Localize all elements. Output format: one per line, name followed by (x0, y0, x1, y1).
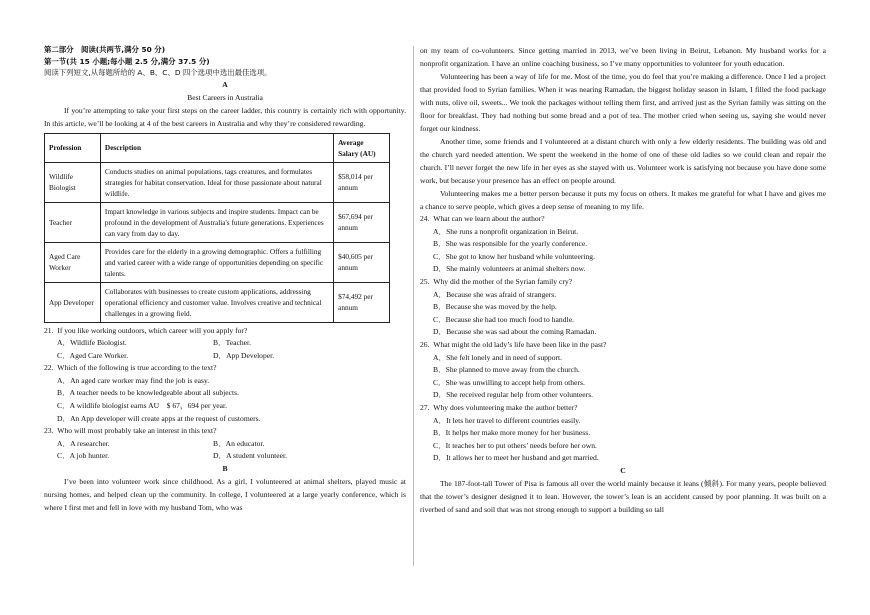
answer-option: A．A researcher. (57, 438, 110, 448)
answer-option: D．App Developer. (213, 350, 275, 360)
answer-option: D．A student volunteer. (213, 451, 288, 461)
answer-option: D．She mainly volunteers at animal shelters now. (433, 264, 586, 274)
description-cell: Conducts studies on animal populations, tags creatures, and formulates strategies for habitat conservation. Ideal for those passionate about natural wildlife. (100, 162, 333, 202)
passage-c-paragraph-1: The 187-foot-tall Tower of Pisa is famous all over the world mainly because it leans (倾斜). For many years, people believed that the tower’s designer designed it to lean. However, the tower’s lean is an accident caused by poor planning. It was built on a riverbed of sand and soil that was not strong enough to support a building so tall (420, 478, 826, 514)
answer-option: D．She received regular help from other volunteers. (433, 390, 594, 400)
question-number: 25. (420, 276, 430, 286)
table-header-row (45, 133, 390, 162)
question-number: 26. (420, 339, 430, 349)
instruction: 阅读下列短文,从每题所给的 A、B、C、D 四个选项中选出最佳选项。 (44, 68, 272, 77)
answer-option: A．She runs a nonprofit organization in Beirut. (433, 226, 579, 236)
question-text: Why does volunteering make the author better? (433, 402, 578, 412)
part-heading: 第二部分 阅读(共两节,满分 50 分) (44, 45, 166, 54)
option-row (44, 438, 406, 451)
description-cell: Collaborates with businesses to create custom applications, addressing operational efficiency and customer value. Involves creative and technical challenges in a growing field. (100, 282, 333, 322)
careers-table (44, 133, 390, 323)
table-row (45, 202, 390, 242)
answer-option: A．An aged care worker may find the job is easy. (57, 375, 210, 385)
option-row (44, 350, 406, 363)
passage-b-paragraph-3: Another time, some friends and I volunteered at a distant church with only a few elderly residents. The building was old and the church yard needed attention. We spent the weekend in the home of one of these old ladies so we could clean and repair the church. I’ll never forget the new life in her eyes as she stayed with us. Volunteer work is satisfying not because you have done some work, but because your presence has an effect on people around. (420, 137, 826, 185)
header-salary: Average Salary (AU) (334, 133, 390, 162)
passage-c-letter: C (620, 465, 626, 475)
left-column (44, 44, 406, 514)
answer-option: C．Aged Care Worker. (57, 350, 129, 360)
salary-cell: $67,694 per annum (334, 202, 390, 242)
answer-option: C．She was unwilling to accept help from others. (433, 377, 585, 387)
passage-a-letter: A (222, 79, 228, 89)
answer-option: B．A teacher needs to be knowledgeable about all subjects. (57, 388, 239, 398)
question-number: 22. (44, 363, 54, 373)
answer-option: D．Because she was sad about the coming Ramadan. (433, 327, 597, 337)
right-column (420, 44, 826, 516)
passage-b-paragraph-4: Volunteering makes me a better person because it puts my focus on others. It makes me grateful for what I have and gives me a chance to serve people, which gives a deep sense of meaning to my life. (420, 189, 826, 211)
question-number: 27. (420, 402, 430, 412)
question-stem (44, 325, 406, 338)
answer-option: D．It allows her to meet her husband and get married. (433, 453, 599, 463)
passage-a-intro: If you’re attempting to take your first steps on the career ladder, this country is certainly rich with opportunity. In this article, we’ll be looking at 4 of the best careers in Australia and why they’re considered rewarding. (44, 105, 406, 128)
answer-option: C．Because she had too much food to handle. (433, 314, 574, 324)
question-text: Why did the mother of the Syrian family cry? (433, 276, 573, 286)
answer-option: C．It teaches her to put others’ needs before her own. (433, 440, 597, 450)
question-stem (420, 339, 826, 352)
question-text: If you like working outdoors, which career will you apply for? (57, 325, 248, 335)
profession-cell: App Developer (45, 282, 101, 322)
answer-option: A．Wildlife Biologist. (57, 338, 127, 348)
answer-option: A．Because she was afraid of strangers. (433, 289, 557, 299)
salary-cell: $58,014 per annum (334, 162, 390, 202)
option-row (44, 450, 406, 463)
salary-cell: $40,605 per annum (334, 242, 390, 282)
section-heading: 第一节(共 15 小题;每小题 2.5 分,满分 37.5 分) (44, 56, 210, 66)
passage-b-paragraph-1-continued: on my team of co-volunteers. Since getting married in 2013, we’ve been living in Beirut, Lebanon. My husband works for a nonprofit organization. I have an online coaching business, so I’ve many opportunities to volunteer for youth education. (420, 46, 826, 68)
description-cell: Provides care for the elderly in a growing demographic. Offers a fulfilling and varied career with a wide range of opportunities depending on specific talents. (100, 242, 333, 282)
question-stem (44, 362, 406, 375)
answer-option: C．She got to know her husband while volunteering. (433, 251, 595, 261)
question-text: Who will most probably take an interest in this text? (57, 426, 217, 436)
profession-cell: Teacher (45, 202, 101, 242)
answer-option: B．An educator. (213, 438, 265, 448)
question-text: Which of the following is true according to the text? (57, 363, 217, 373)
question-stem (420, 402, 826, 415)
passage-b-questions (420, 213, 826, 465)
table-row (45, 282, 390, 322)
passage-b-paragraph-2: Volunteering has been a way of life for me. Most of the time, you do feel that you’re making a difference. Once I led a project that provided food to Syrian families. When it was nearing Ramadan, the biggest holiday season in Islam, I filled the food package with nuts, olive oil, sweets... We took the packages without telling them first, and arrived just as the Syrian family was sitting on the floor for breakfast. They had nothing but some bread and a pot of tea. The mother cried when seeing us, saying she would never forget our kindness. (420, 72, 826, 133)
answer-option: A．She felt lonely and in need of support. (433, 352, 563, 362)
answer-option: C．A job hunter. (57, 451, 110, 461)
header-description: Description (100, 133, 333, 162)
option-row (44, 337, 406, 350)
description-cell: Impart knowledge in various subjects and inspire students. Impact can be profound in the development of Australia's future generations. Experiences can vary from day to day. (100, 202, 333, 242)
question-number: 23. (44, 426, 54, 436)
header-profession: Profession (45, 133, 101, 162)
answer-option: A．It lets her travel to different countries easily. (433, 415, 581, 425)
answer-option: B．Because she was moved by the help. (433, 302, 557, 312)
passage-a-title: Best Careers in Australia (187, 92, 263, 102)
answer-option: D．An App developer will create apps at the request of customers. (57, 413, 261, 423)
answer-option: B．She planned to move away from the church. (433, 365, 580, 375)
salary-cell: $74,492 per annum (334, 282, 390, 322)
table-row (45, 162, 390, 202)
passage-b-paragraph-1: I’ve been into volunteer work since childhood. As a girl, I volunteered at animal shelters, played music at nursing homes, and helped clean up the community. In college, I volunteered at a large yearly conference, which is where I first met and fell in love with my husband Tom, who was (44, 477, 406, 513)
answer-option: B．She was responsible for the yearly conference. (433, 239, 588, 249)
answer-option: C．A wildlife biologist earns AU $ 67，694 per year. (57, 401, 227, 411)
answer-option: B．Teacher. (213, 338, 252, 348)
question-stem (420, 213, 826, 226)
profession-cell: Wildlife Biologist (45, 162, 101, 202)
question-number: 21. (44, 325, 54, 335)
question-text: What can we learn about the author? (433, 214, 545, 223)
question-stem (44, 425, 406, 438)
answer-option: B．It helps her make more money for her business. (433, 428, 591, 438)
passage-a-questions (44, 325, 406, 464)
profession-cell: Aged Care Worker (45, 242, 101, 282)
column-divider (413, 46, 414, 566)
question-number: 24. (420, 214, 430, 223)
passage-b-letter: B (222, 464, 228, 474)
question-stem (420, 276, 826, 289)
table-row (45, 242, 390, 282)
question-text: What might the old lady’s life have been like in the past? (433, 339, 607, 349)
